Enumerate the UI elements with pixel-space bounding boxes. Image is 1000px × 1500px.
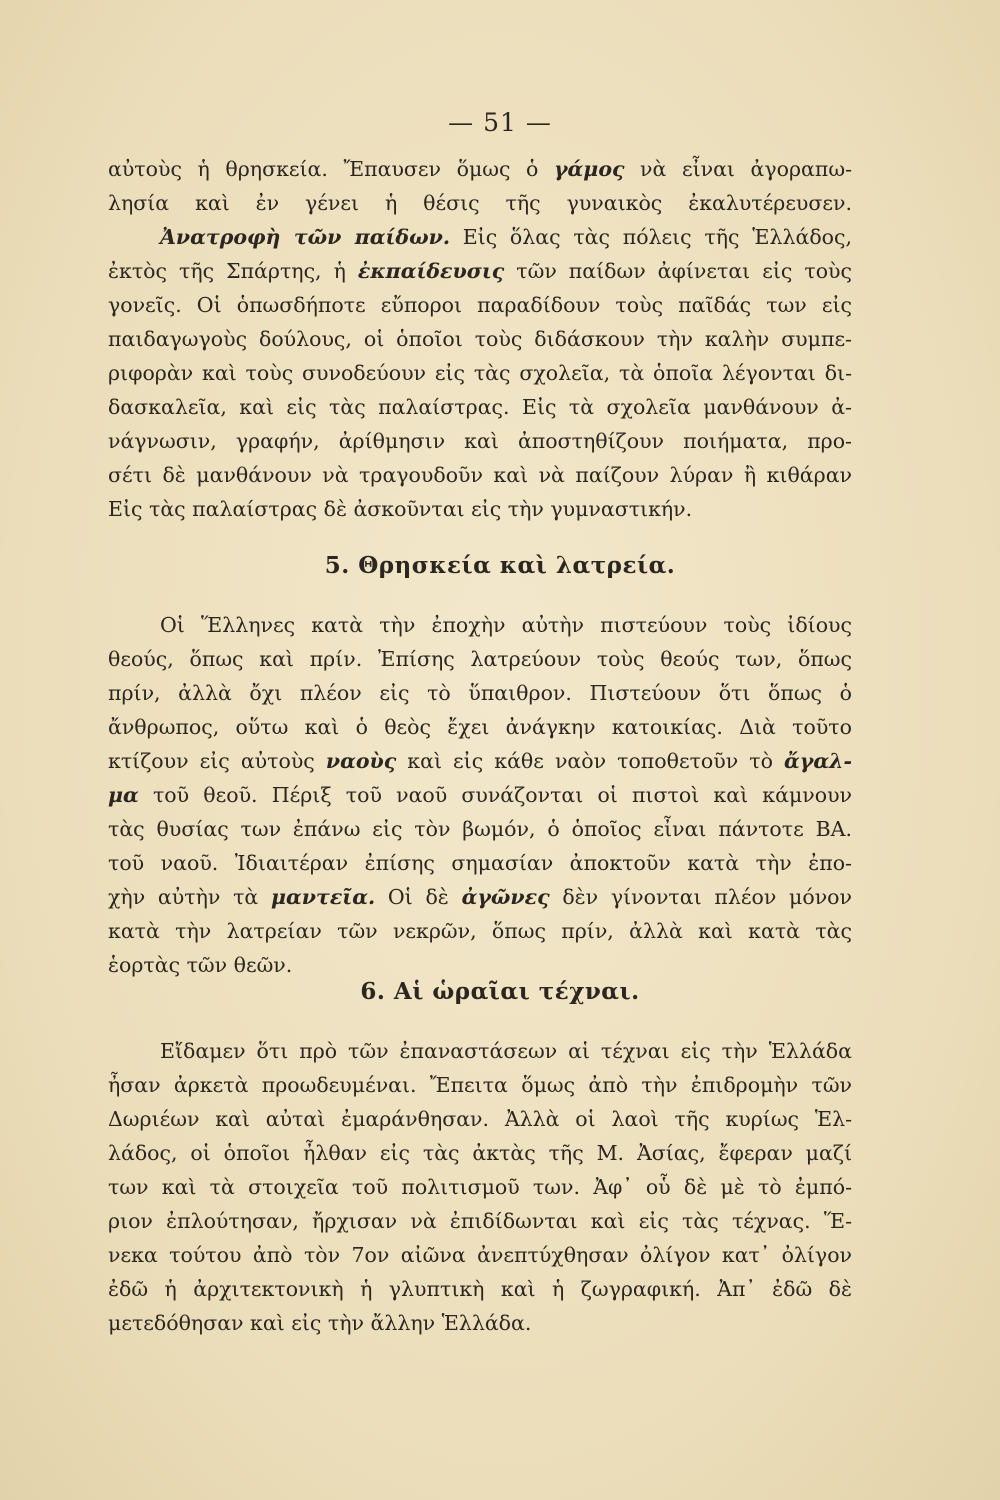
text-run: μετεδόθησαν καὶ εἰς τὴν ἄλλην Ἑλλάδα. (108, 1311, 532, 1335)
text-run: ἐδῶ ἡ ἀρχιτεκτονικὴ ἡ γλυπτικὴ καὶ ἡ ζωγραφική. Ἀπ᾽ ἐδῶ δὲ (108, 1277, 852, 1301)
text-run: τὰς θυσίας των ἐπάνω εἰς τὸν βωμόν, ὁ ὁποῖος εἶναι πάντοτε ΒΑ. (108, 817, 852, 841)
text-run: γονεῖς. Οἱ ὁπωσδήποτε εὔποροι παραδίδουν τοὺς παῖδάς των εἰς (108, 293, 852, 317)
text-line (108, 812, 852, 846)
text-run: τοῦ ναοῦ. Ἰδιαιτέραν ἐπίσης σημασίαν ἀποκτοῦν κατὰ τὴν ἐπο- (108, 851, 852, 875)
text-run: θεούς, ὅπως καὶ πρίν. Ἐπίσης λατρεύουν τοὺς θεούς των, ὅπως (108, 647, 852, 671)
text-run: νεκα τούτου ἀπὸ τὸν 7ον αἰῶνα ἀνεπτύχθησαν ὀλίγον κατ᾽ ὀλίγον (108, 1243, 852, 1267)
text-run: δὲν γίνονται πλέον μόνον (549, 885, 852, 909)
text-line (108, 152, 852, 186)
text-line (108, 424, 852, 458)
text-line (108, 778, 852, 812)
text-run: τοῦ θεοῦ. Πέριξ τοῦ ναοῦ συνάζονται οἱ πιστοὶ καὶ κάμνουν (138, 783, 852, 807)
text-line (108, 186, 852, 220)
text-line (108, 1204, 852, 1238)
text-run: λάδος, οἱ ὁποῖοι ἦλθαν εἰς τὰς ἀκτὰς τῆς Μ. Ἀσίας, ἔφεραν μαζί (108, 1141, 852, 1165)
text-run: Εἰς τὰς παλαίστρας δὲ ἀσκοῦνται εἰς τὴν γυμναστικήν. (108, 497, 693, 521)
text-line (108, 948, 852, 982)
text-run: ριφορὰν καὶ τοὺς συνοδεύουν εἰς τὰς σχολεῖα, τὰ ὁποῖα λέγονται δι- (108, 361, 852, 385)
text-line (108, 492, 852, 526)
text-run: νάγνωσιν, γραφήν, ἀρίθμησιν καὶ ἀποστηθίζουν ποιήματα, προ- (108, 429, 852, 453)
emphasized-term: Ἀνατροφὴ τῶν παίδων. (160, 225, 450, 249)
paragraph-religion (108, 608, 852, 982)
text-line (108, 1170, 852, 1204)
text-line (108, 1272, 852, 1306)
emphasized-term: μα (108, 783, 139, 807)
text-run: Δωριέων καὶ αὐταὶ ἐμαράνθησαν. Ἀλλὰ οἱ λαοὶ τῆς κυρίως Ἑλ- (108, 1107, 852, 1131)
page-number: — 51 — (448, 108, 552, 137)
text-run: λησία καὶ ἐν γένει ἡ θέσις τῆς γυναικὸς ἐκαλυτέρευσεν. (108, 191, 852, 215)
text-run: ἦσαν ἀρκετὰ προωδευμέναι. Ἔπειτα ὅμως ἀπὸ τὴν ἐπιδρομὴν τῶν (108, 1073, 852, 1097)
paragraph-upbringing (108, 152, 852, 526)
text-line (108, 322, 852, 356)
text-line (108, 1306, 852, 1340)
text-line (108, 846, 852, 880)
text-line (108, 288, 852, 322)
text-line (108, 642, 852, 676)
text-run: νὰ εἶναι ἀγοραπω- (624, 157, 852, 181)
text-line (108, 608, 852, 642)
emphasized-term: ἀγῶνες (461, 885, 550, 909)
emphasized-term: μαντεῖα. (271, 885, 376, 909)
text-run: Οἱ δὲ (375, 885, 462, 909)
text-line (108, 880, 852, 914)
text-line (108, 458, 852, 492)
text-run: δασκαλεῖα, καὶ εἰς τὰς παλαίστρας. Εἰς τὰ σχολεῖα μανθάνουν ἀ- (108, 395, 852, 419)
emphasized-term: ἄγαλ- (784, 749, 852, 773)
text-run: κτίζουν εἰς αὐτοὺς (108, 749, 326, 773)
text-line (108, 676, 852, 710)
heading-fine-arts: 6. Αἱ ὡραῖαι τέχναι. (360, 978, 640, 1005)
paragraph-fine-arts (108, 1034, 852, 1340)
text-run: αὐτοὺς ἡ θρησκεία. Ἔπαυσεν ὅμως ὁ (108, 157, 554, 181)
text-line (108, 744, 852, 778)
text-line (108, 1238, 852, 1272)
text-run: πρίν, ἀλλὰ ὄχι πλέον εἰς τὸ ὕπαιθρον. Πιστεύουν ὅτι ὅπως ὁ (108, 681, 852, 705)
text-line (108, 254, 852, 288)
text-line (108, 1136, 852, 1170)
emphasized-term: ἐκπαίδευσις (357, 259, 505, 283)
text-run: χὴν αὐτὴν τὰ (108, 885, 272, 909)
text-line (108, 710, 852, 744)
text-run: σέτι δὲ μανθάνουν νὰ τραγουδοῦν καὶ νὰ παίζουν λύραν ἢ κιθάραν (108, 463, 852, 487)
text-run: ἄνθρωπος, οὕτω καὶ ὁ θεὸς ἔχει ἀνάγκην κατοικίας. Διὰ τοῦτο (108, 715, 852, 739)
emphasized-term: γάμος (554, 157, 625, 181)
text-line (108, 390, 852, 424)
text-line (108, 220, 852, 254)
text-line (108, 1102, 852, 1136)
text-run: ριον ἐπλούτησαν, ἤρχισαν νὰ ἐπιδίδωνται καὶ εἰς τὰς τέχνας. Ἕ- (108, 1209, 852, 1233)
text-run: παιδαγωγοὺς δούλους, οἱ ὁποῖοι τοὺς διδάσκουν τὴν καλὴν συμπε- (108, 327, 852, 351)
text-run: ἐκτὸς τῆς Σπάρτης, ἡ (108, 259, 358, 283)
text-line (108, 1068, 852, 1102)
text-line (108, 914, 852, 948)
text-line (108, 356, 852, 390)
emphasized-term: ναοὺς (325, 749, 397, 773)
text-run: κατὰ τὴν λατρείαν τῶν νεκρῶν, ὅπως πρίν, ἀλλὰ καὶ κατὰ τὰς (108, 919, 852, 943)
text-run: Οἱ Ἕλληνες κατὰ τὴν ἐποχὴν αὐτὴν πιστεύουν τοὺς ἰδίους (160, 613, 852, 637)
text-run: Εἴδαμεν ὅτι πρὸ τῶν ἐπαναστάσεων αἱ τέχναι εἰς τὴν Ἑλλάδα (160, 1039, 852, 1063)
heading-religion: 5. Θρησκεία καὶ λατρεία. (324, 552, 676, 579)
text-line (108, 1034, 852, 1068)
text-run: των καὶ τὰ στοιχεῖα τοῦ πολιτισμοῦ των. Ἀφ᾽ οὗ δὲ μὲ τὸ ἐμπό- (108, 1175, 852, 1199)
text-run: τῶν παίδων ἀφίνεται εἰς τοὺς (504, 259, 852, 283)
text-run: καὶ εἰς κάθε ναὸν τοποθετοῦν τὸ (396, 749, 785, 773)
text-run: Εἰς ὅλας τὰς πόλεις τῆς Ἑλλάδος, (449, 225, 852, 249)
text-run: ἑορτὰς τῶν θεῶν. (108, 953, 293, 977)
